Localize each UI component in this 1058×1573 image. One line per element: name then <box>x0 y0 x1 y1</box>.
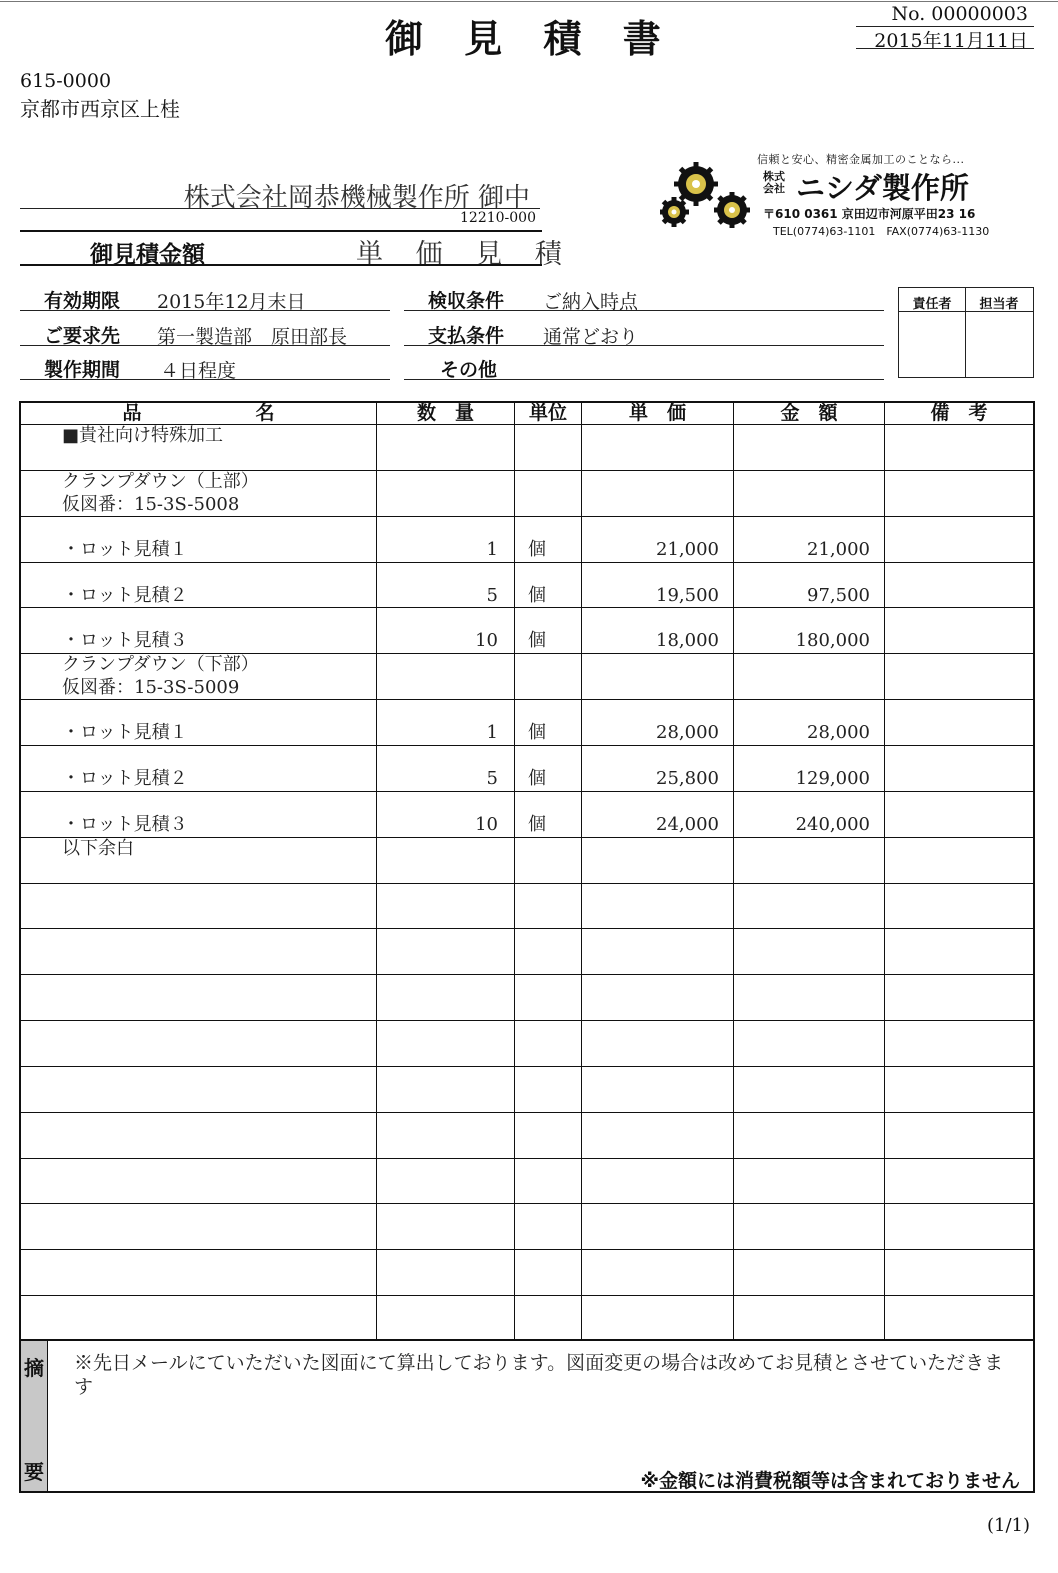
table-cell-price: 24,000 <box>656 814 719 835</box>
remarks-text: ※先日メールにていただいた図面にて算出しております。図面変更の場合は改めてお見積とさせていただきます <box>74 1352 1004 1398</box>
table-row-item: ■貴社向け特殊加工 <box>62 425 224 446</box>
table-cell-price: 19,500 <box>656 585 719 606</box>
inspection-terms-label: 検収条件 <box>428 290 505 312</box>
issuer-company-prefix: 株式会社 <box>763 170 785 195</box>
other-terms-rule <box>404 379 884 380</box>
estimate-amount-label: 御見積金額 <box>90 241 205 268</box>
table-cell-unit: 個 <box>528 539 546 560</box>
production-period-label: 製作期間 <box>44 359 121 381</box>
requester-rule <box>20 345 390 346</box>
header-quantity: 数 量 <box>416 402 474 424</box>
table-row-item: ・ロット見積１ <box>62 722 188 743</box>
table-row-item: ・ロット見積２ <box>62 585 188 606</box>
valid-period-value: 2015年12月末日 <box>157 291 306 313</box>
issuer-address: 〒610 0361 京田辺市河原平田23 16 <box>763 207 976 221</box>
row-divider <box>19 1066 1035 1067</box>
issuer-tagline: 信頼と安心、精密金属加工のことなら... <box>757 153 965 166</box>
table-cell-unit: 個 <box>528 630 546 651</box>
table-row-item: クランプダウン（下部） <box>62 654 259 675</box>
row-divider <box>19 1203 1035 1204</box>
row-divider <box>19 1020 1035 1021</box>
inspection-terms-value: ご納入時点 <box>543 291 639 313</box>
table-row-item: ・ロット見積２ <box>62 768 188 789</box>
table-cell-unit: 個 <box>528 585 546 606</box>
tax-note: ※金額には消費税額等は含まれておりません <box>640 1470 1020 1492</box>
table-row-item: クランプダウン（上部） <box>62 471 259 492</box>
table-row-item: ・ロット見積１ <box>62 539 188 560</box>
table-cell-amount: 28,000 <box>807 722 870 743</box>
recipient-company: 株式会社岡恭機械製作所 御中 <box>183 183 530 213</box>
table-cell-qty: 1 <box>486 539 498 560</box>
table-cell-qty: 10 <box>475 630 498 651</box>
payment-terms-rule <box>404 345 884 346</box>
table-cell-amount: 97,500 <box>807 585 870 606</box>
requester-value: 第一製造部 原田部長 <box>157 326 348 348</box>
recipient-address: 京都市西京区上桂 <box>20 97 180 121</box>
production-period-value: ４日程度 <box>160 360 237 382</box>
table-cell-unit: 個 <box>528 722 546 743</box>
header-amount: 金 額 <box>780 402 838 424</box>
header-item: 品 名 <box>122 402 275 424</box>
table-cell-qty: 5 <box>486 585 498 606</box>
table-cell-price: 21,000 <box>656 539 719 560</box>
quote-date: 2015年11月11日 <box>874 30 1028 52</box>
row-divider <box>19 1112 1035 1113</box>
table-row-item-sub: 仮図番：15-3S-5008 <box>62 494 240 515</box>
recipient-underline <box>20 208 540 209</box>
estimate-amount-value: 単 価 見 積 <box>356 239 574 270</box>
row-divider <box>19 562 1035 563</box>
table-cell-qty: 1 <box>486 722 498 743</box>
valid-period-label: 有効期限 <box>44 290 121 312</box>
table-row-item: 以下余白 <box>62 838 134 859</box>
recipient-postal-code: 615-0000 <box>20 70 112 92</box>
column-divider <box>884 401 885 1341</box>
issuer-company-name: ニシダ製作所 <box>796 171 969 205</box>
row-divider <box>19 516 1035 517</box>
row-divider <box>19 1158 1035 1159</box>
column-divider <box>514 401 515 1341</box>
table-cell-price: 28,000 <box>656 722 719 743</box>
table-cell-amount: 180,000 <box>795 630 870 651</box>
payment-terms-value: 通常どおり <box>543 326 639 348</box>
table-cell-qty: 10 <box>475 814 498 835</box>
inspection-terms-rule <box>404 310 884 311</box>
table-cell-price: 18,000 <box>656 630 719 651</box>
row-divider <box>19 745 1035 746</box>
other-terms-label: その他 <box>440 359 498 381</box>
table-cell-unit: 個 <box>528 768 546 789</box>
requester-label: ご要求先 <box>44 325 121 347</box>
gears-logo-icon <box>660 160 756 230</box>
document-title: 御 見 積 書 <box>385 16 675 61</box>
header-unit-price: 単 価 <box>628 402 686 424</box>
row-divider <box>19 974 1035 975</box>
row-divider <box>19 1295 1035 1296</box>
table-cell-qty: 5 <box>486 768 498 789</box>
amount-bottom-rule <box>20 264 542 266</box>
header-unit: 単位 <box>528 402 567 424</box>
quote-number: No. 00000003 <box>891 3 1028 25</box>
page-number: (1/1) <box>986 1515 1030 1536</box>
payment-terms-label: 支払条件 <box>428 325 505 347</box>
valid-period-rule <box>20 310 390 311</box>
remarks-label-top: 摘 <box>24 1356 44 1380</box>
row-divider <box>19 883 1035 884</box>
recipient-code: 12210-000 <box>460 210 536 226</box>
table-row-item: ・ロット見積３ <box>62 814 188 835</box>
table-cell-amount: 240,000 <box>795 814 870 835</box>
table-cell-price: 25,800 <box>656 768 719 789</box>
table-cell-amount: 21,000 <box>807 539 870 560</box>
quote-date-underline <box>856 48 1034 49</box>
row-divider <box>19 699 1035 700</box>
table-row-item-sub: 仮図番：15-3S-5009 <box>62 677 240 698</box>
production-period-rule <box>20 379 390 380</box>
row-divider <box>19 791 1035 792</box>
row-divider <box>19 928 1035 929</box>
header-note: 備 考 <box>930 402 988 424</box>
top-rule <box>0 1 1058 2</box>
table-cell-amount: 129,000 <box>795 768 870 789</box>
table-row-item: ・ロット見積３ <box>62 630 188 651</box>
row-divider <box>19 607 1035 608</box>
responsible-label: 責任者 <box>912 297 952 312</box>
remarks-label-bottom: 要 <box>24 1460 44 1484</box>
issuer-phone-fax: TEL(0774)63-1101 FAX(0774)63-1130 <box>773 225 990 238</box>
person-in-charge-label: 担当者 <box>979 297 1019 312</box>
table-cell-unit: 個 <box>528 814 546 835</box>
row-divider <box>19 1249 1035 1250</box>
